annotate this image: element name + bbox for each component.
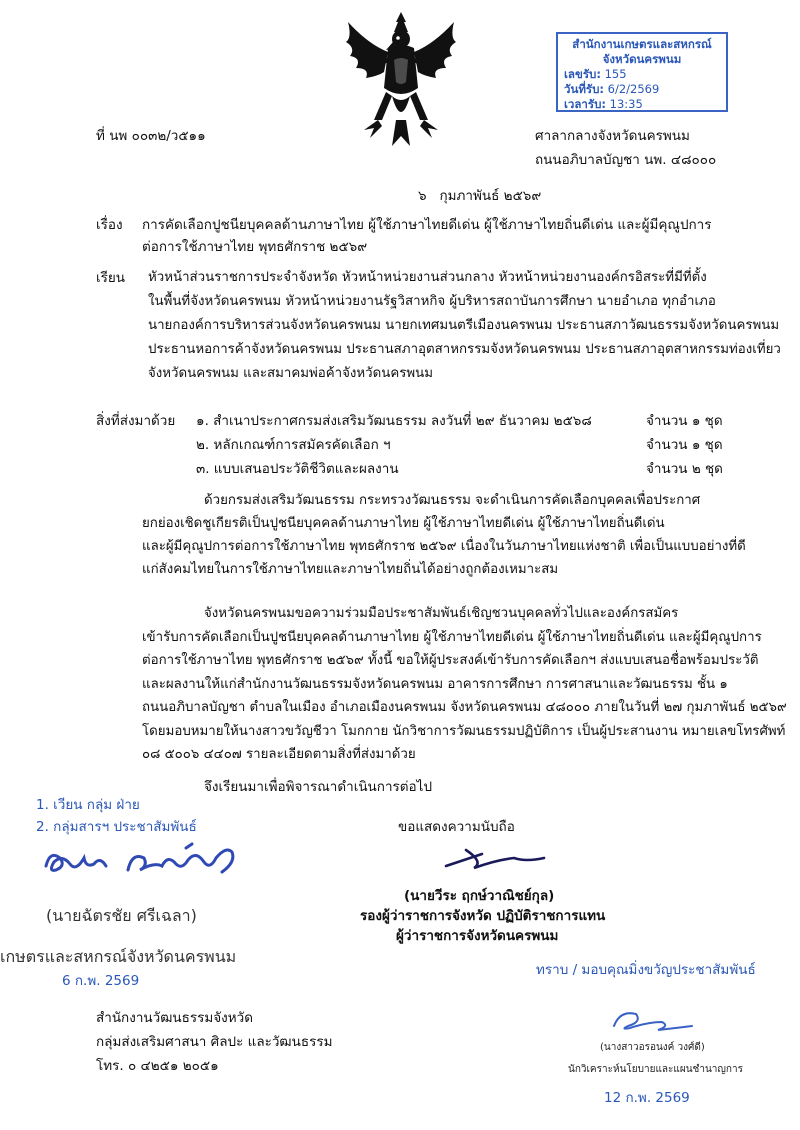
received-stamp bbox=[556, 32, 728, 112]
signature-right-icon bbox=[600, 1004, 700, 1038]
stamp-receive-time: เวลารับ: 13:35 bbox=[564, 97, 643, 111]
recipient-line: ในพื้นที่จังหวัดนครพนม หัวหน้าหน่วยงานรัฐวิสาหกิจ ผู้บริหารสถาบันการศึกษา นายอำเภอ ทุกอำเภอ bbox=[148, 294, 716, 309]
date-month-year: กุมภาพันธ์ ๒๕๖๙ bbox=[439, 188, 542, 204]
recipient-line: ประธานหอการค้าจังหวัดนครพนม ประธานสภาอุตสาหกรรมจังหวัดนครพนม ประธานสภาอุตสาหกรรมท่องเที่ยว bbox=[148, 342, 781, 357]
subject-label: เรื่อง bbox=[96, 217, 123, 233]
footer-phone: โทร. ๐ ๔๒๕๑ ๒๐๕๑ bbox=[96, 1058, 219, 1074]
enclosure-item: ๓. แบบเสนอประวัติชีวิตและผลงาน bbox=[196, 461, 399, 477]
paragraph-line: เข้ารับการคัดเลือกเป็นปูชนียบุคคลด้านภาษาไทย ผู้ใช้ภาษาไทยดีเด่น ผู้ใช้ภาษาไทยถิ่นดีเด่น และผู้มีคุณูปการ bbox=[142, 629, 762, 645]
stamp-receive-no: เลขรับ: 155 bbox=[564, 67, 627, 81]
signer-position-line2: ผู้ว่าราชการจังหวัดนครพนม bbox=[396, 928, 559, 944]
recipient-label: เรียน bbox=[96, 270, 126, 286]
closing-sentence: จึงเรียนมาเพื่อพิจารณาดำเนินการต่อไป bbox=[204, 779, 433, 795]
paragraph-line: ด้วยกรมส่งเสริมวัฒนธรรม กระทรวงวัฒนธรรม จะดำเนินการคัดเลือกบุคคลเพื่อประกาศ bbox=[204, 493, 701, 508]
paragraph-line: ถนนอภิบาลบัญชา ตำบลในเมือง อำเภอเมืองนครพนม จังหวัดนครพนม ๔๘๐๐๐ ภายในวันที่ ๒๗ กุมภาพันธ์ ๒๕๖๙ bbox=[142, 700, 787, 715]
stamp-receive-date: วันที่รับ: 6/2/2569 bbox=[564, 82, 660, 96]
regards-text: ขอแสดงความนับถือ bbox=[398, 819, 515, 835]
document-number: ที่ นพ ๐๐๓๒/ว๕๑๑ bbox=[96, 128, 206, 144]
handwritten-right-name: (นางสาวอรอนงค์ วงศ์ดี) bbox=[600, 1042, 705, 1053]
enclosure-item: ๒. หลักเกณฑ์การสมัครคัดเลือก ฯ bbox=[196, 437, 391, 453]
enclosure-item: ๑. สำเนาประกาศกรมส่งเสริมวัฒนธรรม ลงวันที่ ๒๙ ธันวาคม ๒๕๖๘ bbox=[196, 413, 592, 429]
subject-line2: ต่อการใช้ภาษาไทย พุทธศักราช ๒๕๖๙ bbox=[142, 239, 368, 255]
enclosures-label: สิ่งที่ส่งมาด้วย bbox=[96, 413, 176, 429]
date-day: ๖ bbox=[418, 188, 427, 204]
recipient-block-rest bbox=[148, 292, 781, 388]
handwritten-note-line1: 1. เวียน กลุ่ม ฝ่าย bbox=[36, 797, 140, 813]
paragraph-line: ๐๘ ๕๐๐๖ ๔๔๐๗ รายละเอียดตามสิ่งที่ส่งมาด้วย bbox=[142, 747, 416, 762]
subject-line1: การคัดเลือกปูชนียบุคคลด้านภาษาไทย ผู้ใช้ภาษาไทยดีเด่น ผู้ใช้ภาษาไทยถิ่นดีเด่น และผู้มีคุณูปการ bbox=[142, 217, 712, 233]
garuda-emblem-icon bbox=[338, 8, 464, 152]
stamp-org-line1: สำนักงานเกษตรและสหกรณ์ bbox=[572, 37, 712, 51]
paragraph-line: และผลงานให้แก่สำนักงานวัฒนธรรมจังหวัดนครพนม อาคารการศึกษา การศาสนาและวัฒนธรรม ชั้น ๑ bbox=[142, 676, 728, 692]
stamp-org-line2: จังหวัดนครพนม bbox=[602, 52, 682, 66]
paragraph-line: และผู้มีคุณูปการต่อการใช้ภาษาไทย พุทธศักราช ๒๕๖๙ เนื่องในวันภาษาไทยแห่งชาติ เพื่อเป็นแบบอย่างที่ดี bbox=[142, 539, 746, 554]
handwritten-date-right: 12 ก.พ. 2569 bbox=[604, 1090, 690, 1106]
paragraph-line: ยกย่องเชิดชูเกียรติเป็นปูชนียบุคคลด้านภาษาไทย ผู้ใช้ภาษาไทยดีเด่น ผู้ใช้ภาษาไทยถิ่นดีเด่น bbox=[142, 516, 665, 531]
paragraph-line: โดยมอบหมายให้นางสาวขวัญชีวา โมกกาย นักวิชาการวัฒนธรรมปฏิบัติการ เป็นผู้ประสานงาน หมายเลขโทรศัพท์ bbox=[142, 723, 786, 739]
recipient-line: จังหวัดนครพนม และสมาคมพ่อค้าจังหวัดนครพนม bbox=[148, 366, 433, 381]
handwritten-signer-org: เกษตรและสหกรณ์จังหวัดนครพนม bbox=[0, 947, 237, 966]
enclosure-qty: จำนวน ๒ ชุด bbox=[646, 461, 723, 477]
handwritten-date-left: 6 ก.พ. 2569 bbox=[62, 973, 140, 989]
sender-address-line1: ศาลากลางจังหวัดนครพนม bbox=[535, 128, 690, 144]
signature-left-icon bbox=[36, 836, 246, 888]
handwritten-note-right: ทราบ / มอบคุณมิ่งขวัญประชาสัมพันธ์ bbox=[536, 962, 756, 978]
body-paragraph-2 bbox=[142, 604, 787, 769]
document-date bbox=[418, 186, 541, 206]
handwritten-signer-name: (นายฉัตรชัย ศรีเฉลา) bbox=[46, 906, 197, 925]
sender-address-line2: ถนนอภิบาลบัญชา นพ. ๔๘๐๐๐ bbox=[535, 152, 717, 168]
paragraph-line: จังหวัดนครพนมขอความร่วมมือประชาสัมพันธ์เชิญชวนบุคคลทั่วไปและองค์กรสมัคร bbox=[204, 606, 679, 621]
official-signature-icon bbox=[440, 840, 550, 880]
recipient-line: หัวหน้าส่วนราชการประจำจังหวัด หัวหน้าหน่วยงานส่วนกลาง หัวหน้าหน่วยงานองค์กรอิสระที่มีที่ตั้ง bbox=[148, 270, 707, 285]
recipient-block bbox=[148, 268, 707, 289]
handwritten-right-position: นักวิเคราะห์นโยบายและแผนชำนาญการ bbox=[568, 1064, 743, 1075]
footer-department: กลุ่มส่งเสริมศาสนา ศิลปะ และวัฒนธรรม bbox=[96, 1034, 333, 1050]
footer-office: สำนักงานวัฒนธรรมจังหวัด bbox=[96, 1010, 254, 1026]
handwritten-note-line2: 2. กลุ่มสารฯ ประชาสัมพันธ์ bbox=[36, 819, 197, 835]
signer-name: (นายวีระ ฤกษ์วาณิชย์กุล) bbox=[404, 888, 555, 904]
enclosure-qty: จำนวน ๑ ชุด bbox=[646, 437, 723, 453]
recipient-line: นายกองค์การบริหารส่วนจังหวัดนครพนม นายกเทศมนตรีเมืองนครพนม ประธานสภาวัฒนธรรมจังหวัดนครพนม bbox=[148, 318, 780, 333]
paragraph-line: ต่อการใช้ภาษาไทย พุทธศักราช ๒๕๖๙ ทั้งนี้ ขอให้ผู้ประสงค์เข้ารับการคัดเลือกฯ ส่งแบบเสนอชื่อพร้อมประวัติ bbox=[142, 653, 759, 668]
body-paragraph-1 bbox=[142, 491, 746, 583]
enclosure-qty: จำนวน ๑ ชุด bbox=[646, 413, 723, 429]
paragraph-line: แก่สังคมไทยในการใช้ภาษาไทยและภาษาไทยถิ่นได้อย่างถูกต้องเหมาะสม bbox=[142, 562, 559, 577]
signer-position-line1: รองผู้ว่าราชการจังหวัด ปฏิบัติราชการแทน bbox=[360, 908, 606, 924]
